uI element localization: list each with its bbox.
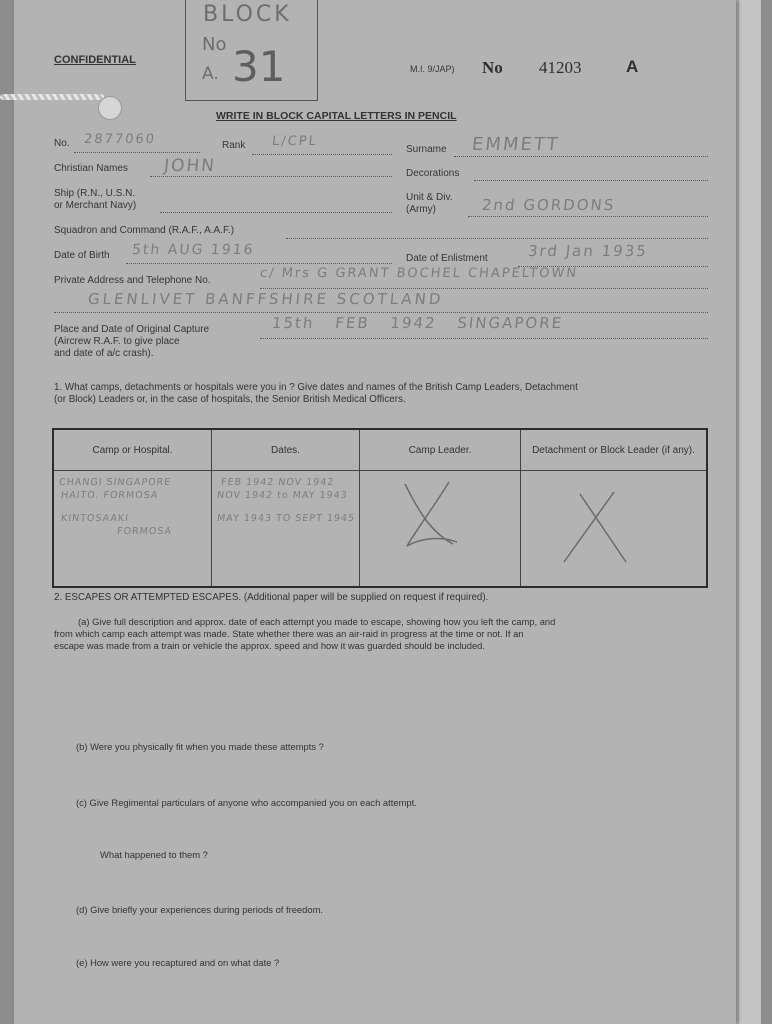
stamp-line-a: A. [202, 64, 219, 84]
squadron-label: Squadron and Command (R.A.F., A.A.F.) [54, 225, 235, 236]
ship-label-line1: Ship (R.N., U.S.N. [54, 188, 136, 199]
question-2a-line1: (a) Give full description and approx. date of each attempt you made to escape, showing how you left the camp, and [78, 616, 556, 627]
question-2d: (d) Give briefly your experiences during periods of freedom. [76, 904, 323, 915]
address-line-1 [260, 288, 708, 289]
instruction-heading: WRITE IN BLOCK CAPITAL LETTERS IN PENCIL [216, 110, 457, 122]
question-2a-line2: from which camp each attempt was made. State whether there was an air-raid in progress at the time or not. If an [54, 628, 524, 639]
form-suffix: A [626, 57, 639, 76]
camp-entry: KINTOSAAKI [60, 513, 130, 524]
ship-line [160, 212, 392, 213]
dates-entry: NOV 1942 to MAY 1943 [216, 490, 349, 501]
form-reference: M.I. 9/JAP) [410, 64, 455, 74]
question-2c: (c) Give Regimental particulars of anyone who accompanied you on each attempt. [76, 797, 417, 808]
camps-table-header-row [53, 429, 707, 471]
christian-names-line [150, 176, 392, 177]
capture-value: 15th FEB 1942 SINGAPORE [271, 314, 565, 332]
stamp-line-block: BLOCK [203, 2, 292, 27]
dates-column-header: Dates. [212, 429, 360, 471]
camp-entry: FORMOSA [116, 526, 173, 537]
question-2b: (b) Were you physically fit when you made these attempts ? [76, 741, 324, 752]
address-label: Private Address and Telephone No. [54, 275, 211, 286]
enlistment-date-label: Date of Enlistment [406, 253, 488, 264]
question-2c-followup: What happened to them ? [100, 849, 208, 860]
squadron-line [286, 238, 708, 239]
detachment-leader-cell [521, 471, 708, 588]
service-number-line [74, 152, 200, 153]
capture-label-line1: Place and Date of Original Capture [54, 324, 210, 335]
address-line-2 [54, 312, 708, 313]
christian-names-value: JOHN [162, 156, 217, 176]
rank-label: Rank [222, 140, 246, 151]
block-stamp [185, 0, 318, 101]
question-2e: (e) How were you recaptured and on what date ? [76, 957, 280, 968]
rank-value: L/CPL [271, 134, 319, 149]
table-row [53, 471, 707, 588]
question-1-line2: (or Block) Leaders or, in the case of hospitals, the Senior British Medical Officers. [54, 394, 406, 405]
camp-leader-column-header: Camp Leader. [360, 429, 521, 471]
camp-cell [53, 471, 212, 588]
capture-label-line2: (Aircrew R.A.F. to give place [54, 336, 180, 347]
unit-value: 2nd GORDONS [481, 196, 617, 214]
date-of-birth-label: Date of Birth [54, 250, 110, 261]
stamp-line-no: No [202, 34, 227, 55]
unit-label-line1: Unit & Div. [406, 192, 453, 203]
dates-entry: MAY 1943 TO SEPT 1945 [216, 513, 356, 524]
punch-hole [98, 96, 122, 120]
rank-line [252, 154, 392, 155]
detachment-leader-column-header: Detachment or Block Leader (if any). [521, 429, 708, 471]
decorations-line [474, 180, 708, 181]
confidential-label: CONFIDENTIAL [54, 54, 136, 66]
camp-entry: HAITO. FORMOSA [60, 490, 159, 501]
strike-mark-icon [522, 472, 702, 580]
number-label: No [482, 58, 503, 77]
stamp-block-number: 31 [232, 42, 286, 91]
surname-value: EMMETT [470, 134, 561, 155]
ship-label-line2: or Merchant Navy) [54, 200, 137, 211]
treasury-tag-string [0, 94, 104, 100]
camp-leader-cell [360, 471, 521, 588]
question-1-line1: 1. What camps, detachments or hospitals were you in ? Give dates and names of the British Camp Leaders, Detachment [54, 382, 578, 393]
date-of-birth-value: 5th AUG 1916 [131, 242, 256, 258]
camp-column-header: Camp or Hospital. [53, 429, 212, 471]
camps-table [52, 428, 708, 588]
strike-mark-icon [361, 472, 509, 580]
camp-entry: CHANGI SINGAPORE [58, 477, 172, 488]
enlistment-date-value: 3rd Jan 1935 [527, 242, 649, 260]
decorations-label: Decorations [406, 168, 460, 179]
dates-entry: FEB 1942 NOV 1942 [220, 477, 335, 488]
christian-names-label: Christian Names [54, 163, 128, 174]
form-number: 41203 [539, 58, 582, 77]
address-value-line2: GLENLIVET BANFFSHIRE SCOTLAND [87, 290, 445, 308]
unit-label-line2: (Army) [406, 204, 436, 215]
document-page [14, 0, 736, 1024]
date-of-birth-line [126, 263, 392, 264]
dates-cell [212, 471, 360, 588]
capture-label-line3: and date of a/c crash). [54, 348, 154, 359]
service-number-label: No. [54, 138, 70, 149]
surname-label: Surname [406, 144, 447, 155]
service-number-value: 2877060 [83, 132, 157, 147]
capture-line [260, 338, 708, 339]
surname-line [454, 156, 708, 157]
unit-line [468, 216, 708, 217]
underlying-page-edge [738, 0, 761, 1024]
question-2-title: 2. ESCAPES OR ATTEMPTED ESCAPES. (Additional paper will be supplied on request if required). [54, 592, 489, 603]
question-2a-line3: escape was made from a train or vehicle the approx. speed and how it was guarded should be included. [54, 640, 485, 651]
address-value-line1: c/ Mrs G GRANT BOCHEL CHAPELTOWN [259, 266, 579, 281]
